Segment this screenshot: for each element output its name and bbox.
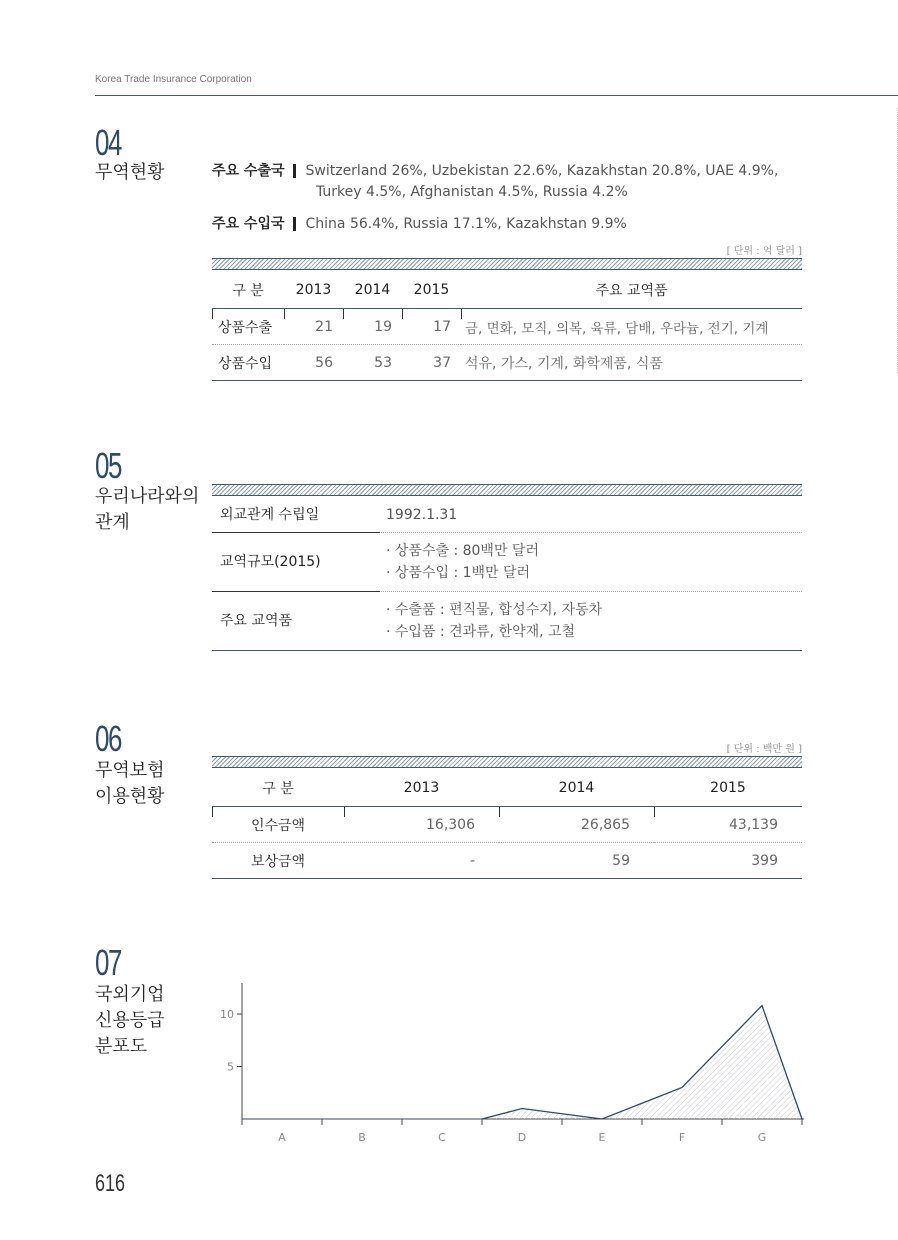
cell-value: 21 — [284, 309, 343, 345]
relations-row — [212, 592, 802, 651]
relations-value: 1992.1.31 — [386, 507, 458, 523]
trade-table — [212, 272, 802, 381]
relations-line: · 상품수입 : 1백만 달러 — [386, 565, 531, 581]
y-tick-label: 10 — [220, 1008, 234, 1021]
cell-value: 43,139 — [654, 807, 802, 843]
header-rule — [95, 95, 898, 96]
export-line-2: Turkey 4.5%, Afghanistan 4.5%, Russia 4.2% — [316, 184, 628, 200]
col-header: 2013 — [403, 780, 440, 796]
col-header: 주요 교역품 — [595, 283, 668, 299]
row-label: 상품수입 — [218, 355, 273, 372]
cell-value: 37 — [433, 354, 451, 371]
row-label: 인수금액 — [212, 807, 344, 843]
table-header-row — [212, 272, 802, 309]
row-label: 상품수출 — [212, 309, 284, 345]
cell-value: 53 — [374, 354, 392, 371]
import-line: China 56.4%, Russia 17.1%, Kazakhstan 9.9% — [305, 216, 627, 232]
col-header: 구 분 — [262, 781, 294, 797]
x-tick-label: F — [678, 1131, 686, 1144]
header-org: Korea Trade Insurance Corporation — [95, 74, 252, 85]
import-countries — [212, 213, 812, 233]
y-tick-label: 5 — [227, 1060, 234, 1074]
relations-line: · 수입품 : 견과류, 한약재, 고철 — [386, 624, 576, 640]
col-header: 2015 — [413, 282, 450, 298]
relations-line: · 수출품 : 편직물, 합성수지, 자동차 — [386, 602, 603, 618]
table-row — [212, 843, 802, 879]
table-hatch-04 — [212, 258, 802, 270]
section-title-credit-1: 국외기업 — [95, 984, 165, 1005]
cell-goods: 금, 면화, 모직, 의복, 육류, 담배, 우라늄, 전기, 기계 — [461, 309, 802, 345]
table-header-row — [212, 770, 802, 807]
section-title-relations-2: 관계 — [95, 512, 130, 533]
cell-value: 16,306 — [344, 807, 499, 843]
insurance-table — [212, 770, 802, 879]
x-tick-label: B — [358, 1131, 366, 1144]
relations-line: · 상품수출 : 80백만 달러 — [386, 543, 539, 559]
section-number-04: 04 — [95, 122, 121, 163]
table-row — [212, 309, 802, 345]
relations-label: 교역규모(2015) — [212, 533, 380, 592]
section-title-trade: 무역현황 — [95, 162, 165, 183]
unit-note-06: [ 단위 : 백만 원 ] — [726, 744, 802, 755]
credit-rating-chart — [210, 975, 810, 1150]
page-number: 616 — [95, 1170, 126, 1197]
export-label: 주요 수출국 — [212, 163, 285, 179]
cell-value: 19 — [343, 309, 402, 345]
col-header: 2014 — [558, 780, 595, 796]
relations-table — [212, 498, 802, 651]
table-hatch-06 — [212, 756, 802, 768]
relations-label: 주요 교역품 — [220, 613, 293, 629]
section-title-relations-1: 우리나라와의 — [95, 486, 200, 507]
cell-value: 56 — [315, 354, 333, 371]
x-tick-label: A — [278, 1131, 286, 1144]
col-header: 2014 — [354, 282, 391, 298]
relations-value — [380, 599, 602, 643]
relations-value — [380, 540, 539, 584]
col-header: 구 분 — [232, 283, 264, 299]
row-label: 보상금액 — [250, 853, 306, 870]
section-number-07: 07 — [95, 942, 121, 983]
col-header: 2015 — [710, 780, 746, 796]
separator-bar — [293, 217, 296, 231]
x-tick-label: G — [757, 1131, 767, 1144]
relations-row — [212, 533, 802, 592]
cell-value: 59 — [612, 852, 630, 869]
section-title-insurance-1: 무역보험 — [95, 760, 165, 781]
export-countries — [212, 160, 812, 180]
cell-goods: 석유, 가스, 기계, 화학제품, 식품 — [465, 355, 663, 372]
x-tick-label: D — [517, 1131, 527, 1144]
section-number-06: 06 — [95, 718, 121, 759]
relations-label: 외교관계 수립일 — [212, 498, 380, 533]
export-line-1: Switzerland 26%, Uzbekistan 22.6%, Kazakhstan 20.8%, UAE 4.9%, — [305, 163, 779, 179]
col-header: 2013 — [295, 282, 332, 298]
table-row — [212, 807, 802, 843]
cell-value: - — [469, 852, 475, 869]
section-title-credit-2: 신용등급 — [95, 1010, 165, 1031]
section-title-insurance-2: 이용현황 — [95, 786, 165, 807]
x-tick-label: C — [438, 1131, 446, 1144]
cell-value: 26,865 — [499, 807, 654, 843]
cell-value: 17 — [402, 309, 461, 345]
section-number-05: 05 — [95, 445, 121, 486]
separator-bar — [293, 164, 296, 178]
cell-value: 399 — [751, 852, 778, 869]
table-hatch-05 — [212, 484, 802, 496]
table-row — [212, 345, 802, 381]
relations-row — [212, 498, 802, 533]
unit-note-04: [ 단위 : 억 달러 ] — [726, 246, 802, 257]
area-fill — [482, 1006, 802, 1119]
x-tick-label: E — [598, 1131, 606, 1144]
import-label: 주요 수입국 — [212, 216, 285, 232]
section-title-credit-3: 분포도 — [95, 1036, 148, 1057]
